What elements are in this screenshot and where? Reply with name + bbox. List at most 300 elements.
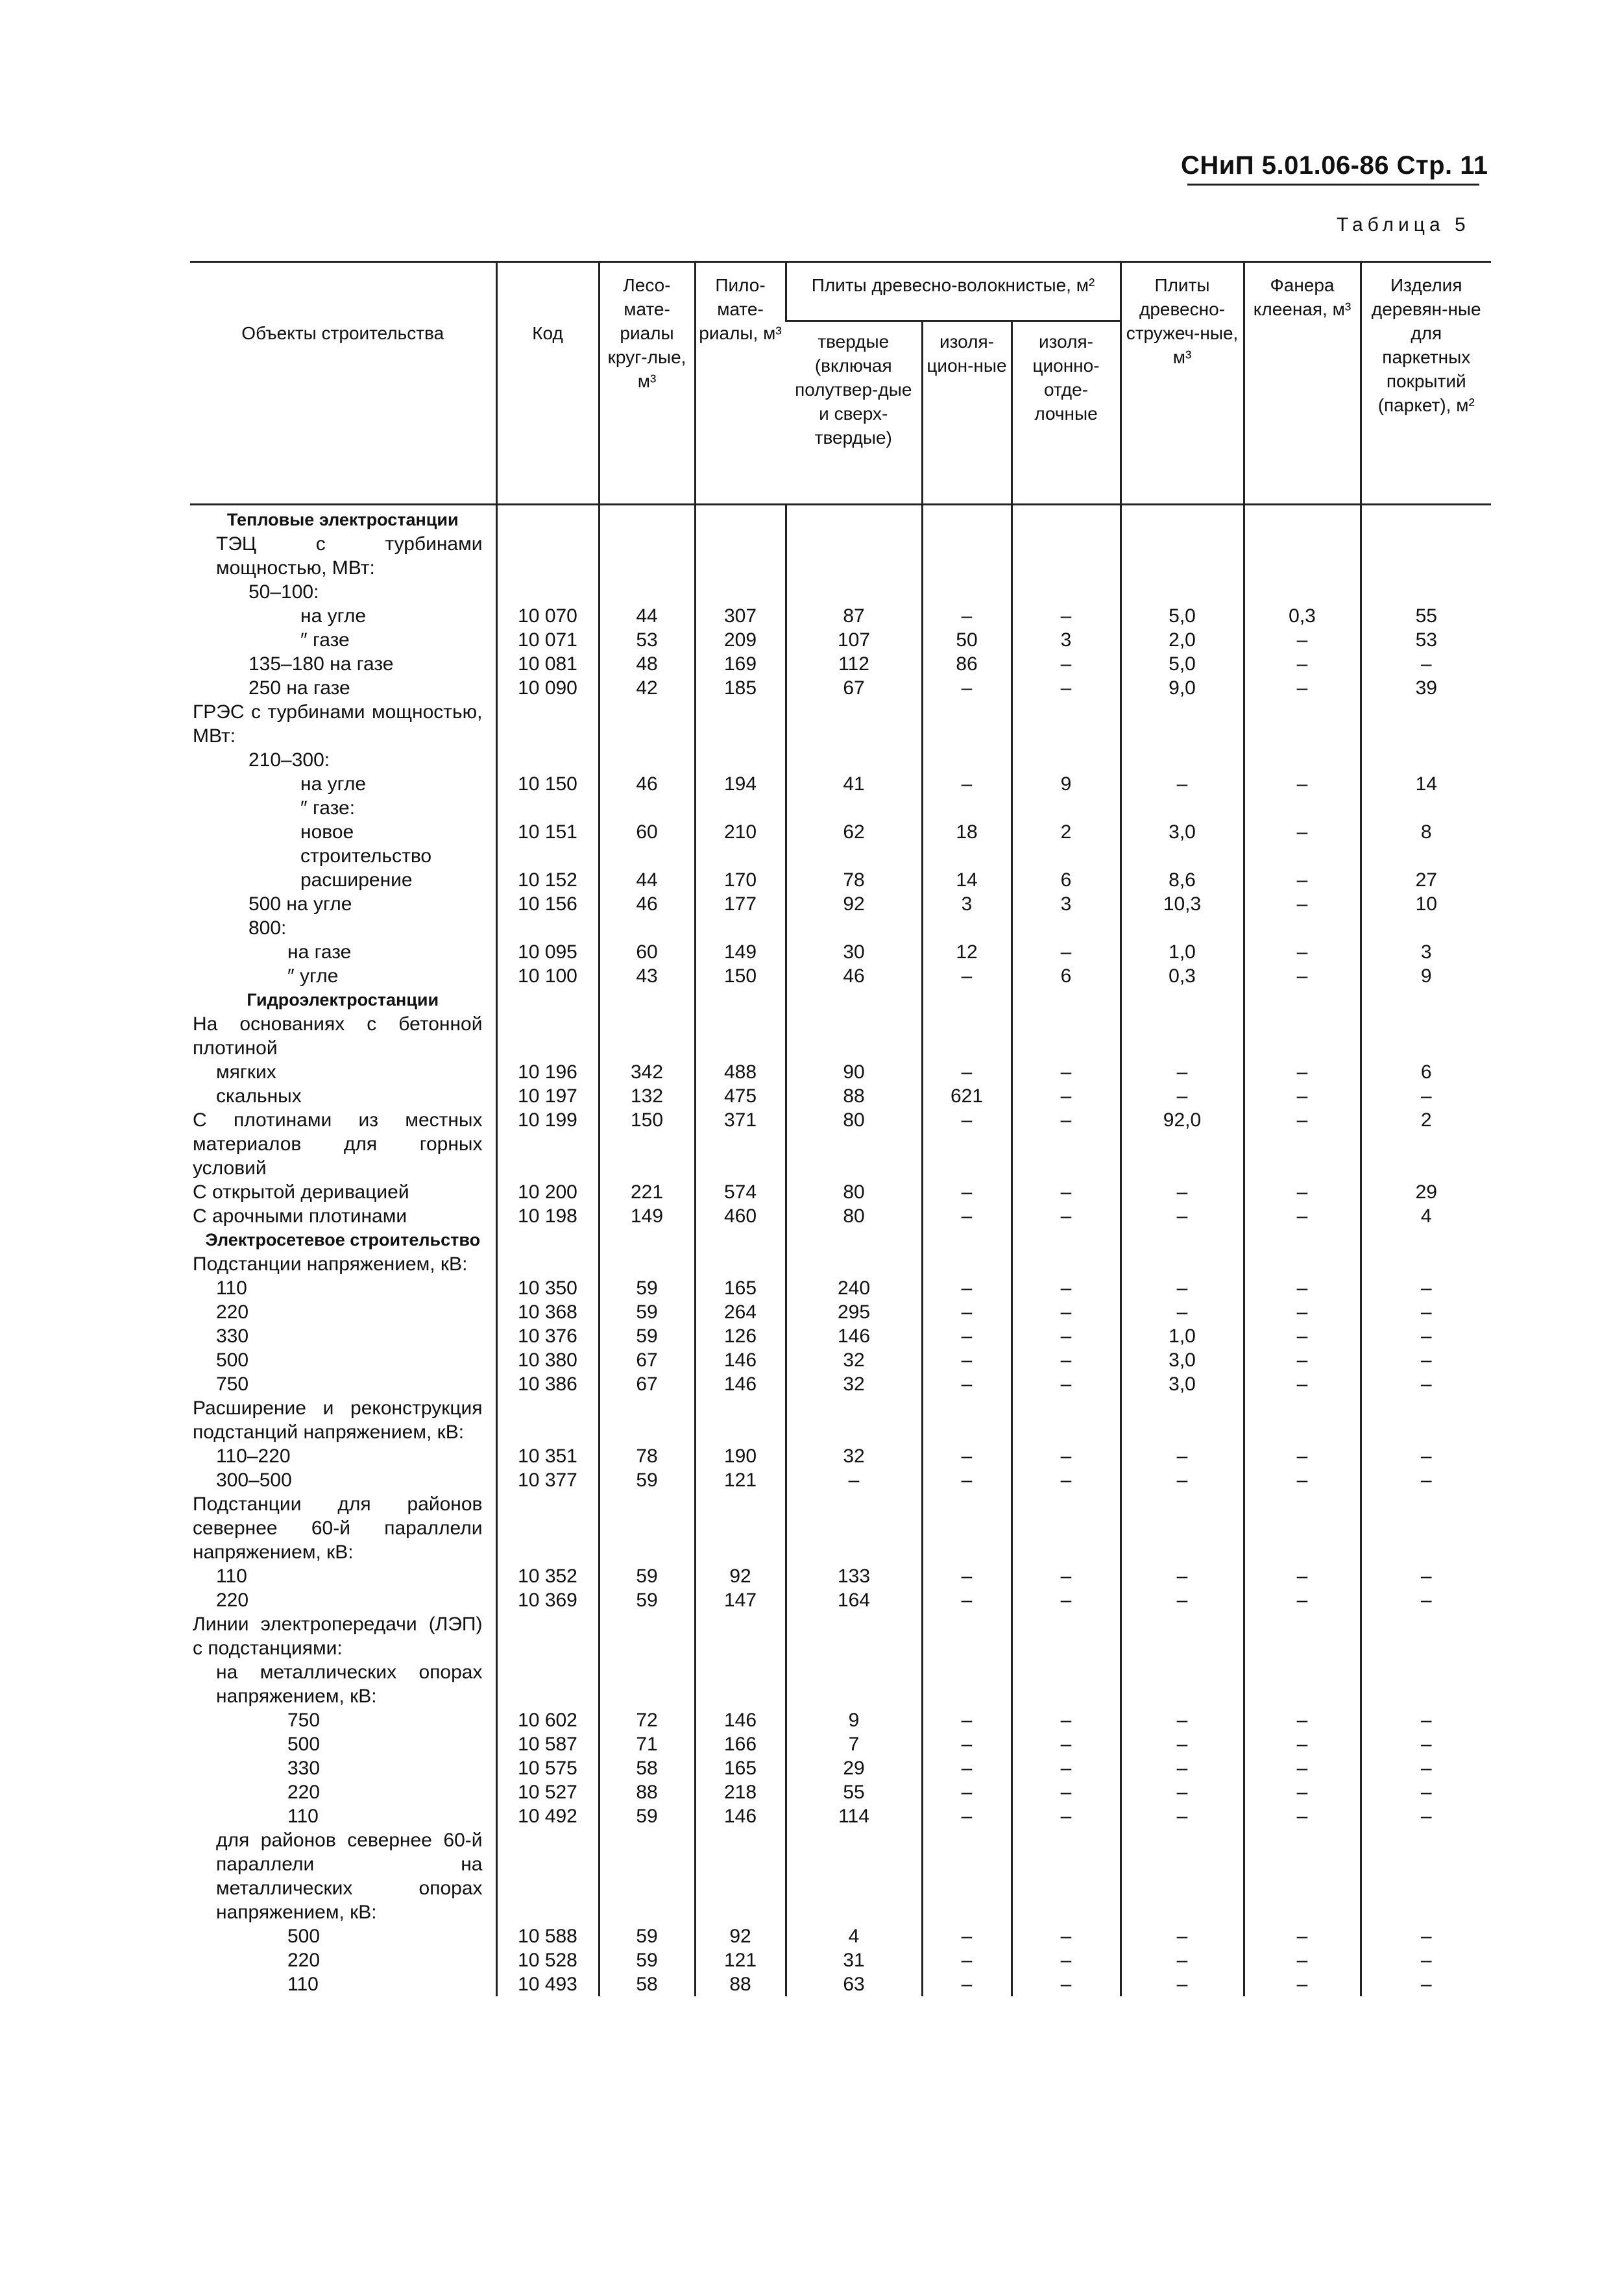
value-cell: [695, 1828, 786, 1924]
value-cell: [922, 1612, 1012, 1660]
section-title: Тепловые электростанции: [226, 510, 459, 529]
value-cell: [786, 1396, 922, 1444]
value-cell: [695, 1012, 786, 1060]
value-cell: [695, 1396, 786, 1444]
value-cell: –: [1361, 1300, 1491, 1324]
value-cell: [599, 1252, 695, 1276]
object-name: 500 на угле: [248, 893, 352, 915]
code-cell: [496, 1396, 599, 1444]
value-cell: –: [1121, 1276, 1244, 1300]
value-cell: [922, 580, 1012, 604]
empty-cell: [1244, 988, 1361, 1012]
value-cell: 44: [599, 604, 695, 628]
value-cell: –: [786, 1468, 922, 1492]
value-cell: –: [922, 604, 1012, 628]
value-cell: 60: [599, 940, 695, 964]
object-name: Подстанции напряжением, кВ:: [193, 1253, 468, 1275]
value-cell: 78: [599, 1444, 695, 1468]
value-cell: 112: [786, 652, 922, 676]
value-cell: 371: [695, 1108, 786, 1180]
table-row: [190, 1564, 1491, 1588]
value-cell: [1012, 1012, 1121, 1060]
value-cell: [922, 748, 1012, 772]
value-cell: 150: [695, 964, 786, 988]
value-cell: 88: [695, 1972, 786, 1996]
table-row: [190, 1972, 1491, 1996]
value-cell: [1012, 748, 1121, 772]
code-cell: [496, 796, 599, 820]
code-cell: 10 151: [496, 820, 599, 868]
value-cell: –: [1012, 1972, 1121, 1996]
value-cell: 107: [786, 628, 922, 652]
value-cell: [1244, 748, 1361, 772]
value-cell: [1244, 1492, 1361, 1564]
value-cell: –: [1012, 604, 1121, 628]
value-cell: –: [1244, 1084, 1361, 1108]
value-cell: –: [1012, 1780, 1121, 1804]
value-cell: 3: [922, 892, 1012, 916]
group-label-row: [190, 748, 1491, 772]
value-cell: [1244, 1012, 1361, 1060]
value-cell: 72: [599, 1708, 695, 1732]
table-row: [190, 1588, 1491, 1612]
value-cell: –: [922, 964, 1012, 988]
table-row: [190, 1708, 1491, 1732]
value-cell: 3,0: [1121, 1372, 1244, 1396]
table-row: [190, 1204, 1491, 1228]
value-cell: 146: [695, 1348, 786, 1372]
group-label-row: [190, 1660, 1491, 1708]
empty-cell: [1361, 1228, 1491, 1252]
table-row: [190, 1180, 1491, 1204]
value-cell: 59: [599, 1468, 695, 1492]
empty-cell: [496, 505, 599, 533]
value-cell: 53: [1361, 628, 1491, 652]
value-cell: –: [1244, 964, 1361, 988]
empty-cell: [599, 1228, 695, 1252]
value-cell: –: [922, 1780, 1012, 1804]
section-row: [190, 505, 1491, 533]
table-row: [190, 1444, 1491, 1468]
value-cell: 3: [1012, 892, 1121, 916]
value-cell: –: [1121, 1804, 1244, 1828]
value-cell: [599, 796, 695, 820]
code-cell: 10 071: [496, 628, 599, 652]
value-cell: –: [1012, 1468, 1121, 1492]
table-row: [190, 1300, 1491, 1324]
table-body: [190, 505, 1491, 1997]
value-cell: –: [1012, 1180, 1121, 1204]
value-cell: 3,0: [1121, 1348, 1244, 1372]
value-cell: [1121, 580, 1244, 604]
value-cell: –: [1361, 1084, 1491, 1108]
value-cell: [1121, 796, 1244, 820]
value-cell: 67: [599, 1372, 695, 1396]
value-cell: 53: [599, 628, 695, 652]
value-cell: –: [1012, 940, 1121, 964]
value-cell: –: [922, 1372, 1012, 1396]
table-row: [190, 1108, 1491, 1180]
value-cell: 50: [922, 628, 1012, 652]
value-cell: [1244, 1828, 1361, 1924]
value-cell: –: [922, 1060, 1012, 1084]
code-cell: [496, 916, 599, 940]
col-fiberboard-group: Плиты древесно-волокнистые, м²: [786, 262, 1121, 321]
value-cell: –: [922, 676, 1012, 700]
code-cell: 10 587: [496, 1732, 599, 1756]
object-name: 135–180 на газе: [248, 653, 394, 675]
value-cell: 59: [599, 1276, 695, 1300]
value-cell: 80: [786, 1108, 922, 1180]
value-cell: 0,3: [1121, 964, 1244, 988]
value-cell: –: [922, 1204, 1012, 1228]
value-cell: 121: [695, 1468, 786, 1492]
table-row: [190, 1468, 1491, 1492]
section-title: Гидроэлектростанции: [247, 990, 439, 1010]
value-cell: 59: [599, 1804, 695, 1828]
value-cell: –: [1121, 1300, 1244, 1324]
empty-cell: [695, 1228, 786, 1252]
value-cell: 92: [786, 892, 922, 916]
value-cell: –: [1244, 1060, 1361, 1084]
value-cell: [1121, 1396, 1244, 1444]
object-name: 210–300:: [248, 749, 330, 771]
value-cell: –: [1012, 1324, 1121, 1348]
value-cell: [1361, 700, 1491, 748]
value-cell: –: [1244, 1948, 1361, 1972]
value-cell: [1244, 580, 1361, 604]
value-cell: 27: [1361, 868, 1491, 892]
value-cell: [695, 1492, 786, 1564]
empty-cell: [1361, 505, 1491, 533]
value-cell: –: [1012, 1732, 1121, 1756]
value-cell: –: [1121, 1084, 1244, 1108]
value-cell: 5,0: [1121, 652, 1244, 676]
value-cell: –: [1121, 772, 1244, 796]
value-cell: [1361, 796, 1491, 820]
code-cell: 10 376: [496, 1324, 599, 1348]
value-cell: 6: [1361, 1060, 1491, 1084]
value-cell: 185: [695, 676, 786, 700]
value-cell: [1361, 748, 1491, 772]
value-cell: [1121, 748, 1244, 772]
object-name: С плотинами из местных материалов для горных условий: [193, 1109, 483, 1179]
value-cell: –: [1244, 820, 1361, 868]
empty-cell: [1244, 505, 1361, 533]
object-name: ″ угле: [287, 965, 339, 987]
table-row: [190, 1924, 1491, 1948]
object-name: скальных: [216, 1085, 302, 1107]
value-cell: 342: [599, 1060, 695, 1084]
value-cell: [695, 748, 786, 772]
value-cell: [786, 1660, 922, 1708]
code-cell: 10 528: [496, 1948, 599, 1972]
value-cell: [599, 580, 695, 604]
code-cell: [496, 1252, 599, 1276]
table-row: [190, 604, 1491, 628]
value-cell: –: [1012, 1108, 1121, 1180]
value-cell: [1361, 1396, 1491, 1444]
value-cell: –: [1244, 1468, 1361, 1492]
value-cell: 62: [786, 820, 922, 868]
value-cell: [1244, 1660, 1361, 1708]
value-cell: –: [922, 1444, 1012, 1468]
value-cell: 9: [1361, 964, 1491, 988]
value-cell: –: [1361, 1804, 1491, 1828]
value-cell: [1121, 916, 1244, 940]
value-cell: 3: [1012, 628, 1121, 652]
group-label-row: [190, 580, 1491, 604]
value-cell: [1121, 1252, 1244, 1276]
value-cell: –: [1244, 1324, 1361, 1348]
value-cell: 88: [786, 1084, 922, 1108]
table-row: [190, 628, 1491, 652]
object-name: 330: [287, 1758, 321, 1779]
value-cell: –: [1012, 1348, 1121, 1372]
value-cell: –: [1244, 1708, 1361, 1732]
value-cell: –: [1012, 1444, 1121, 1468]
group-label-row: [190, 1012, 1491, 1060]
value-cell: 29: [1361, 1180, 1491, 1204]
empty-cell: [786, 988, 922, 1012]
value-cell: 574: [695, 1180, 786, 1204]
code-cell: [496, 1612, 599, 1660]
value-cell: –: [1361, 1444, 1491, 1468]
object-name: ″ газе:: [300, 797, 356, 819]
value-cell: 90: [786, 1060, 922, 1084]
page-header: СНиП 5.01.06-86 Стр. 11: [1181, 151, 1488, 180]
table-row: [190, 1780, 1491, 1804]
value-cell: [922, 1492, 1012, 1564]
value-cell: –: [1012, 1924, 1121, 1948]
table-row: [190, 1348, 1491, 1372]
value-cell: [1012, 796, 1121, 820]
value-cell: –: [922, 1180, 1012, 1204]
object-name: 500: [216, 1349, 249, 1371]
value-cell: 1,0: [1121, 1324, 1244, 1348]
value-cell: [599, 1396, 695, 1444]
code-cell: 10 588: [496, 1924, 599, 1948]
group-label-row: [190, 1612, 1491, 1660]
section-title: Электросетевое строительство: [205, 1230, 481, 1250]
code-cell: 10 351: [496, 1444, 599, 1468]
object-name: 250 на газе: [248, 677, 350, 699]
group-label-row: [190, 1252, 1491, 1276]
value-cell: [599, 748, 695, 772]
object-name: 220: [216, 1590, 249, 1611]
value-cell: –: [1121, 1756, 1244, 1780]
value-cell: –: [922, 1276, 1012, 1300]
value-cell: –: [1121, 1708, 1244, 1732]
value-cell: 150: [599, 1108, 695, 1180]
value-cell: –: [1244, 892, 1361, 916]
value-cell: [599, 1492, 695, 1564]
value-cell: 2: [1012, 820, 1121, 868]
value-cell: –: [922, 1348, 1012, 1372]
col-round-timber: Лесо-мате-риалы круг-лые, м³: [599, 262, 695, 505]
object-name: на металлических опорах напряжением, кВ:: [216, 1662, 483, 1707]
code-cell: 10 527: [496, 1780, 599, 1804]
value-cell: –: [1121, 1468, 1244, 1492]
value-cell: 210: [695, 820, 786, 868]
materials-table: [190, 261, 1491, 1996]
value-cell: 58: [599, 1756, 695, 1780]
empty-cell: [1012, 505, 1121, 533]
value-cell: [1361, 1252, 1491, 1276]
value-cell: 264: [695, 1300, 786, 1324]
value-cell: [1361, 1492, 1491, 1564]
value-cell: 71: [599, 1732, 695, 1756]
value-cell: –: [1244, 652, 1361, 676]
value-cell: 2,0: [1121, 628, 1244, 652]
value-cell: 14: [1361, 772, 1491, 796]
value-cell: 6: [1012, 964, 1121, 988]
object-name: 220: [287, 1950, 321, 1971]
value-cell: 165: [695, 1756, 786, 1780]
value-cell: –: [1121, 1444, 1244, 1468]
value-cell: –: [1361, 1732, 1491, 1756]
value-cell: –: [1012, 1756, 1121, 1780]
value-cell: 9: [1012, 772, 1121, 796]
object-name: На основаниях с бетонной плотиной: [193, 1013, 483, 1059]
object-name: на угле: [300, 773, 367, 795]
value-cell: –: [1244, 1348, 1361, 1372]
value-cell: [786, 916, 922, 940]
value-cell: 87: [786, 604, 922, 628]
empty-cell: [922, 1228, 1012, 1252]
code-cell: 10 380: [496, 1348, 599, 1372]
value-cell: –: [1244, 1756, 1361, 1780]
value-cell: 165: [695, 1276, 786, 1300]
value-cell: –: [1361, 1564, 1491, 1588]
value-cell: –: [1012, 1372, 1121, 1396]
code-cell: 10 152: [496, 868, 599, 892]
code-cell: 10 199: [496, 1108, 599, 1180]
code-cell: [496, 580, 599, 604]
value-cell: [786, 532, 922, 580]
value-cell: 194: [695, 772, 786, 796]
value-cell: [1244, 700, 1361, 748]
value-cell: –: [922, 1468, 1012, 1492]
object-name: 750: [216, 1373, 249, 1395]
empty-cell: [786, 505, 922, 533]
object-name: С арочными плотинами: [193, 1205, 407, 1227]
code-cell: 10 197: [496, 1084, 599, 1108]
value-cell: 147: [695, 1588, 786, 1612]
value-cell: 126: [695, 1324, 786, 1348]
table-row: [190, 1060, 1491, 1084]
value-cell: [1361, 1660, 1491, 1708]
value-cell: 14: [922, 868, 1012, 892]
value-cell: 475: [695, 1084, 786, 1108]
value-cell: 29: [786, 1756, 922, 1780]
value-cell: [1361, 580, 1491, 604]
value-cell: [1121, 1612, 1244, 1660]
value-cell: [786, 1012, 922, 1060]
value-cell: –: [1244, 1180, 1361, 1204]
code-cell: 10 200: [496, 1180, 599, 1204]
group-label-row: [190, 916, 1491, 940]
value-cell: –: [1121, 1732, 1244, 1756]
value-cell: 10,3: [1121, 892, 1244, 916]
value-cell: –: [1012, 1084, 1121, 1108]
value-cell: 32: [786, 1348, 922, 1372]
value-cell: 114: [786, 1804, 922, 1828]
value-cell: 295: [786, 1300, 922, 1324]
value-cell: [1012, 1396, 1121, 1444]
table-row: [190, 940, 1491, 964]
value-cell: –: [1361, 1348, 1491, 1372]
object-name: Подстанции для районов севернее 60-й параллели напряжением, кВ:: [193, 1493, 483, 1563]
value-cell: 3,0: [1121, 820, 1244, 868]
value-cell: –: [922, 1564, 1012, 1588]
value-cell: 46: [599, 772, 695, 796]
value-cell: [786, 580, 922, 604]
object-name: расширение: [300, 869, 413, 891]
value-cell: 80: [786, 1180, 922, 1204]
value-cell: [599, 1660, 695, 1708]
value-cell: [695, 796, 786, 820]
col-sawn-timber: Пило-мате-риалы, м³: [695, 262, 786, 505]
code-cell: 10 369: [496, 1588, 599, 1612]
group-label-row: [190, 1396, 1491, 1444]
value-cell: –: [1244, 1372, 1361, 1396]
value-cell: –: [1361, 652, 1491, 676]
value-cell: 149: [695, 940, 786, 964]
table-row: [190, 868, 1491, 892]
value-cell: [786, 1828, 922, 1924]
value-cell: –: [1012, 652, 1121, 676]
value-cell: [1361, 1612, 1491, 1660]
value-cell: 170: [695, 868, 786, 892]
value-cell: 164: [786, 1588, 922, 1612]
group-label-row: [190, 796, 1491, 820]
value-cell: –: [1121, 1924, 1244, 1948]
group-label-row: [190, 532, 1491, 580]
value-cell: [1244, 532, 1361, 580]
value-cell: 0,3: [1244, 604, 1361, 628]
code-cell: 10 492: [496, 1804, 599, 1828]
value-cell: [1244, 1612, 1361, 1660]
empty-cell: [599, 505, 695, 533]
object-name: 330: [216, 1325, 249, 1347]
value-cell: –: [1244, 1276, 1361, 1300]
object-name: 800:: [248, 917, 287, 939]
value-cell: –: [1244, 1204, 1361, 1228]
value-cell: 166: [695, 1732, 786, 1756]
code-cell: 10 198: [496, 1204, 599, 1228]
value-cell: –: [1361, 1756, 1491, 1780]
table-row: [190, 1276, 1491, 1300]
value-cell: 30: [786, 940, 922, 964]
empty-cell: [695, 505, 786, 533]
code-cell: 10 350: [496, 1276, 599, 1300]
value-cell: [1361, 532, 1491, 580]
value-cell: 9,0: [1121, 676, 1244, 700]
header-row-1: [190, 262, 1491, 321]
value-cell: –: [1244, 1564, 1361, 1588]
value-cell: [695, 1252, 786, 1276]
table-row: [190, 772, 1491, 796]
value-cell: –: [922, 1324, 1012, 1348]
value-cell: [1244, 1252, 1361, 1276]
value-cell: 4: [1361, 1204, 1491, 1228]
value-cell: 146: [695, 1804, 786, 1828]
value-cell: [922, 916, 1012, 940]
value-cell: [1121, 532, 1244, 580]
object-name: 500: [287, 1926, 321, 1947]
code-cell: 10 368: [496, 1300, 599, 1324]
